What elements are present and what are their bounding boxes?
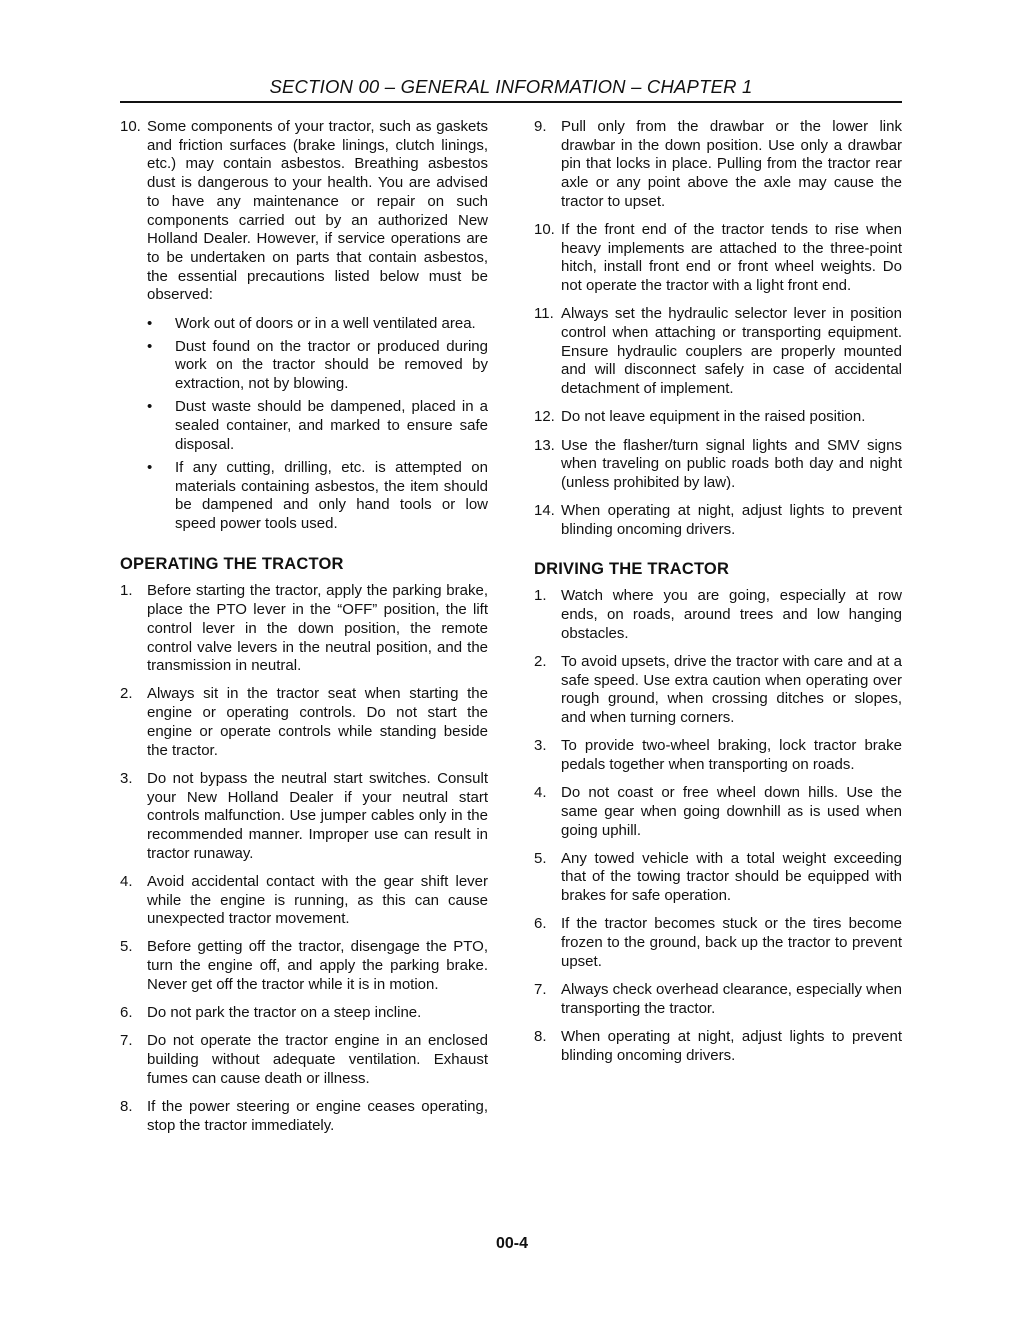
list-item [120,1098,488,1135]
list-item [534,981,902,1018]
item-number: 9. [534,118,547,135]
bullet-icon: • [147,458,153,476]
item-number: 1. [534,587,547,605]
bullet-text: Dust found on the tractor or produced during work on the tractor should be removed by extraction, not by blowing. [175,337,488,393]
item-number: 3. [120,769,133,787]
list-item [534,221,902,296]
item-text: Do not coast or free wheel down hills. Use the same gear when going downhill as is used when going uphill. [561,784,902,839]
item-text: If the tractor becomes stuck or the tires become frozen to the ground, back up the tractor to prevent upset. [561,915,902,970]
item-number: 1. [120,582,133,600]
list-item [120,685,488,760]
item-number: 8. [120,1097,133,1115]
item-text: Use the flasher/turn signal lights and SMV signs when traveling on public roads both day and night (unless prohibited by law). [561,436,902,491]
item-text: To provide two-wheel braking, lock tractor brake pedals together when transporting on roads. [561,737,902,773]
list-item [534,118,902,212]
item-text: Do not operate the tractor engine in an enclosed building without adequate ventilation. Exhaust fumes can cause death or illness. [147,1032,488,1087]
bullet-item [147,338,488,394]
list-item [534,653,902,728]
item-text: To avoid upsets, drive the tractor with care and at a safe speed. Use extra caution when operating over rough ground, when crossing ditches or slopes, and when turning corners. [561,652,902,726]
bullet-item [147,398,488,454]
list-item-10 [120,118,488,305]
item-number: 2. [534,652,547,670]
item-number: 6. [120,1004,133,1022]
bullet-text: Work out of doors or in a well ventilated area. [175,314,476,332]
list-item [534,408,902,427]
item-text: Always check overhead clearance, especially when transporting the tractor. [561,980,903,1017]
item-text: Pull only from the drawbar or the lower link drawbar in the down position. Use only a drawbar pin that locks in place. Pulling from the tractor rear axle or any point above the axle may cause the tractor to upset. [561,118,902,210]
left-column [120,118,488,1145]
item-number: 8. [534,1027,547,1045]
item-number: 5. [534,849,547,867]
section-header: SECTION 00 – GENERAL INFORMATION – CHAPTER 1 [269,76,753,97]
item-text: Before getting off the tractor, disengage the PTO, turn the engine off, and apply the parking brake. Never get off the tractor while it is in motion. [147,938,488,993]
item-number: 10. [534,221,555,239]
item-text: Before starting the tractor, apply the parking brake, place the PTO lever in the “OFF” position, the lift control lever in the down position, the remote control valve levers in the neutral position, and the transmission in neutral. [147,582,488,675]
item-text: When operating at night, adjust lights to prevent blinding oncoming drivers. [561,1027,902,1064]
list-item [534,502,902,539]
item-number: 5. [120,938,133,956]
bullet-icon: • [147,398,153,416]
list-item [534,784,902,840]
list-item [120,873,488,929]
right-column [534,118,902,1075]
bullet-icon: • [147,314,153,332]
list-item [534,1028,902,1065]
item-number: 7. [120,1032,133,1050]
list-item [534,915,902,971]
item-number: 13. [534,436,555,454]
item-number: 4. [534,784,547,802]
item-number: 4. [120,872,133,890]
list-item [534,437,902,493]
list-item [120,938,488,994]
item-text: Do not park the tractor on a steep incline. [147,1004,422,1022]
item-text: If the front end of the tractor tends to rise when heavy implements are attached to the three-point hitch, install front end or front wheel weights. Do not operate the tractor with a light front end. [561,221,902,295]
bullet-text: Dust waste should be dampened, placed in a sealed container, and marked to ensure safe disposal. [175,398,488,453]
asbestos-precautions-list [147,315,488,534]
bullet-icon: • [147,337,153,355]
item-text: Watch where you are going, especially at row ends, on roads, around trees and low hanging obstacles. [561,587,902,642]
list-item [534,305,902,399]
bullet-item [147,459,488,534]
item-number: 11. [534,305,554,323]
item-text: Do not bypass the neutral start switches. Consult your New Holland Dealer if your neutral start controls malfunction. Use jumper cables only in the recommended manner. Improper use can result in tractor runaway. [147,769,488,862]
list-item [120,1004,488,1023]
list-item [120,770,488,864]
item-number: 14. [534,502,555,520]
header-rule [120,101,902,103]
item-number: 3. [534,737,547,755]
item-text: Always sit in the tractor seat when starting the engine or operating controls. Do not start the engine or operate controls while standing beside the tractor. [147,685,488,759]
operating-heading: OPERATING THE TRACTOR [120,554,344,573]
item-text: Always set the hydraulic selector lever in position control when attaching or transporting equipment. Ensure hydraulic couplers are properly mounted and will disconnect safely in case of accidental detachment of implement. [561,305,902,398]
item-number: 7. [534,980,547,998]
item-text: Avoid accidental contact with the gear shift lever while the engine is running, as this can cause unexpected tractor movement. [147,872,488,928]
page-number: 00-4 [495,1235,529,1252]
list-item [120,582,488,676]
item-text: If the power steering or engine ceases operating, stop the tractor immediately. [147,1097,488,1134]
item-text: Do not leave equipment in the raised position. [561,408,866,426]
item-number: 2. [120,685,133,703]
list-item [534,587,902,643]
item-text: Any towed vehicle with a total weight exceeding that of the towing tractor should be equipped with brakes for safe operation. [561,849,902,905]
list-item [534,737,902,774]
item-number: 10. [120,118,141,135]
list-item [120,1032,488,1088]
bullet-text: If any cutting, drilling, etc. is attempted on materials containing asbestos, the item should be dampened and only hand tools or low speed power tools used. [175,458,488,533]
driving-heading: DRIVING THE TRACTOR [534,559,730,578]
list-item [534,850,902,906]
item-text: When operating at night, adjust lights to prevent blinding oncoming drivers. [561,502,902,538]
item-number: 12. [534,408,555,426]
bullet-item [147,315,488,334]
item-number: 6. [534,915,547,933]
item-text: Some components of your tractor, such as gaskets and friction surfaces (brake linings, clutch linings, etc.) may contain asbestos. Breathing asbestos dust is dangerous to your health. You are advised to have any maintenance or repair on such components carried out by an authorized New Holland Dealer. However, if service operations are to be undertaken on parts that contain asbestos, the essential precautions listed below must be observed: [147,118,488,304]
